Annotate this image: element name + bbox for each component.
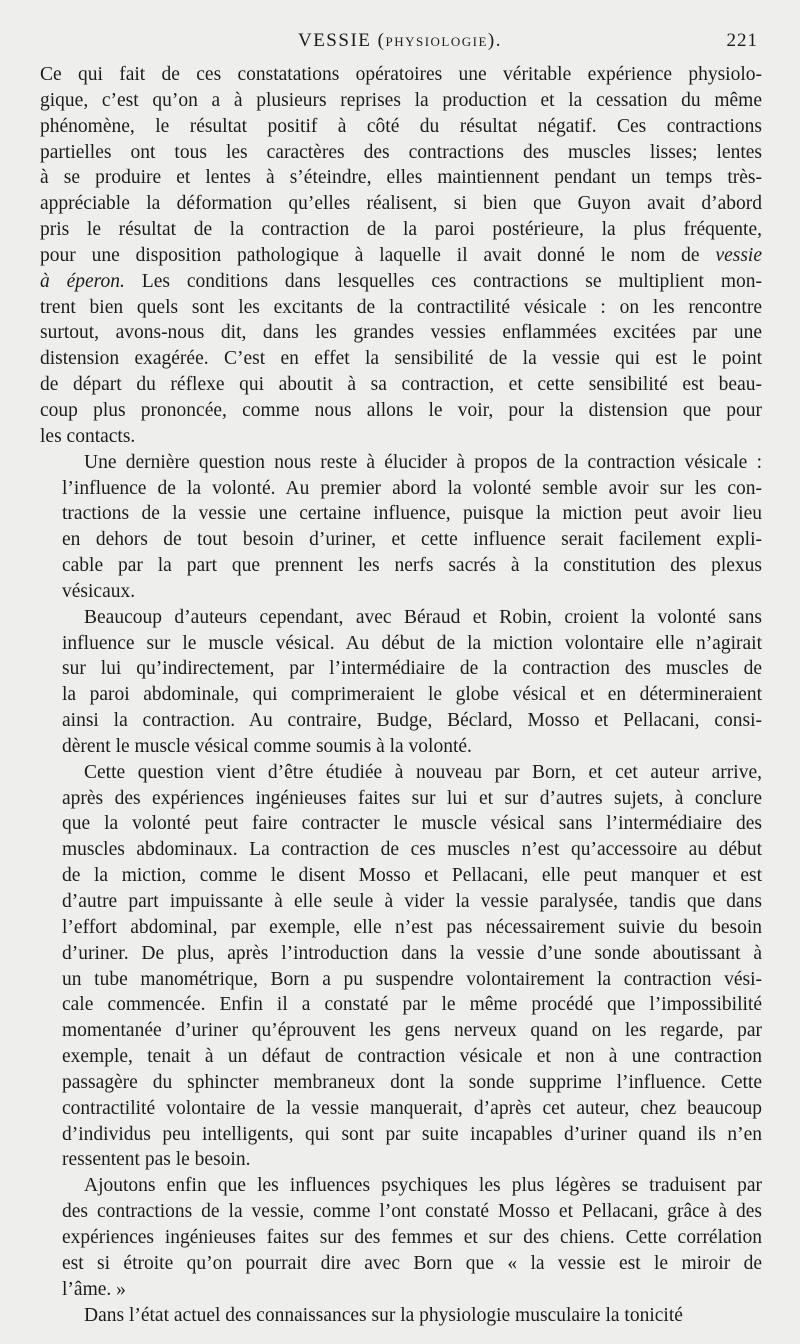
text-line: phénomène, le résultat positif à côté du résultat négatif. Ces contractions (40, 115, 762, 137)
title-subtitle: PHYSIOLOGIE (385, 34, 488, 49)
paragraph (40, 62, 762, 450)
text-line: appréciable la déformation qu’elles réalisent, si bien que Guyon avait d’abord (40, 193, 762, 215)
text-line: de la miction, comme le disent Mosso et Pellacani, elle peut manquer et est (62, 865, 762, 887)
text-line: exemple, tenait à un défaut de contraction vésicale et non à une contraction (62, 1046, 762, 1068)
text-line: est si étroite qu’on pourrait dire avec Born que « la vessie est le miroir de (62, 1252, 762, 1274)
paragraph (40, 1173, 762, 1302)
text-line: vésicaux. (62, 580, 136, 602)
text-line: expériences ingénieuses faites sur des femmes et sur des chiens. Cette corrélation (62, 1226, 762, 1248)
title-main: VESSIE (297, 30, 372, 51)
text-line: Beaucoup d’auteurs cependant, avec Béraud et Robin, croient la volonté sans (84, 606, 762, 628)
italic-term: vessie (715, 244, 762, 266)
text-line: ressentent pas le besoin. (62, 1149, 251, 1171)
paragraph (40, 1303, 762, 1329)
text-line: des contractions de la vessie, comme l’ont constaté Mosso et Pellacani, grâce à des (62, 1201, 762, 1223)
text-line: muscles abdominaux. La contraction de ces muscles n’est qu’accessoire au début (62, 839, 762, 861)
text-line: l’âme. » (62, 1278, 126, 1300)
text-line: trent bien quels sont les excitants de la contractilité vésicale : on les rencontre (40, 296, 762, 318)
text-line: pour une disposition pathologique à laquelle il avait donné le nom de vessie (40, 244, 762, 266)
text-line: sur lui qu’indirectement, par l’intermédiaire de la contraction des muscles de (62, 658, 762, 680)
text-line: ainsi la contraction. Au contraire, Budge, Béclard, Mosso et Pellacani, consi- (62, 710, 762, 732)
text-line: en dehors de tout besoin d’uriner, et cette influence serait facilement expli- (62, 529, 762, 551)
text-line: d’autre part impuissante à elle seule à vider la vessie paralysée, tandis que dans (62, 891, 762, 912)
text-line: contractilité volontaire de la vessie manquerait, d’après cet auteur, chez beaucoup (62, 1097, 762, 1119)
text-line: momentanée d’uriner qu’éprouvent les gens nerveux quand on les regarde, par (62, 1020, 762, 1042)
text-line: Cette question vient d’être étudiée à nouveau par Born, et cet auteur arrive, (84, 761, 762, 783)
italic-term: à éperon. (40, 270, 125, 292)
text-line: dèrent le muscle vésical comme soumis à la volonté. (62, 735, 472, 757)
text-line: de départ du réflexe qui aboutit à sa contraction, et cette sensibilité est beau- (40, 374, 762, 396)
text-line: passagère du sphincter membraneux dont la sonde supprime l’influence. Cette (62, 1071, 762, 1093)
running-header (42, 30, 758, 60)
text-line: Ajoutons enfin que les influences psychiques les plus légères se traduisent par (84, 1175, 762, 1197)
text-line: l’effort abdominal, par exemple, elle n’est pas nécessairement suivie du besoin (62, 916, 762, 938)
text-line: gique, c’est qu’on a à plusieurs reprises la production et la cessation du même (40, 89, 762, 111)
text-line: Ce qui fait de ces constatations opératoires une véritable expérience physiolo- (40, 64, 762, 85)
text-line: un tube manométrique, Born a pu suspendre volontairement la contraction vési- (62, 968, 762, 990)
text-line: à éperon. Les conditions dans lesquelles ces contractions se multiplient mon- (40, 270, 762, 292)
text-line: surtout, avons-nous dit, dans les grandes vessies enflammées excitées par une (40, 322, 762, 344)
text-line: d’uriner. De plus, après l’introduction dans la vessie d’une sonde aboutissant à (62, 942, 762, 964)
text-line: à se produire et lentes à s’éteindre, elles maintiennent pendant un temps très- (40, 167, 762, 189)
text-line: tractions de la vessie une certaine influence, puisque la miction peut avoir lieu (62, 503, 762, 525)
text-line: après des expériences ingénieuses faites sur lui et sur d’autres sujets, à conclure (62, 787, 762, 809)
text-line: l’influence de la volonté. Au premier abord la volonté semble avoir sur les con- (62, 477, 762, 499)
paragraph (40, 605, 762, 760)
text-line: cable par la part que prennent les nerfs sacrés à la constitution des plexus (62, 555, 762, 577)
page-number: 221 (726, 30, 758, 51)
text-line: pris le résultat de la contraction de la paroi postérieure, la plus fréquente, (40, 219, 762, 241)
text-line: partielles ont tous les caractères des contractions des muscles lisses; lentes (40, 141, 762, 163)
title-open-paren: ( (377, 30, 386, 51)
text-line: les contacts. (40, 425, 136, 447)
paragraph (40, 450, 762, 605)
text-line: Une dernière question nous reste à élucider à propos de la contraction vésicale : (84, 451, 762, 473)
text-line: que la volonté peut faire contracter le muscle vésical sans l’intermédiaire des (62, 813, 762, 835)
text-line: Dans l’état actuel des connaissances sur la physiologie musculaire la tonicité (84, 1304, 683, 1326)
body-text (40, 62, 762, 1328)
paragraph (40, 760, 762, 1174)
title-close-paren: ). (487, 30, 502, 51)
running-title (42, 30, 758, 52)
text-line: la paroi abdominale, qui comprimeraient le globe vésical et en détermineraient (62, 684, 762, 706)
text-line: coup plus prononcée, comme nous allons le voir, pour la distension que pour (40, 399, 762, 421)
text-line: cale commencée. Enfin il a constaté par le même procédé que l’impossibilité (62, 994, 762, 1016)
text-line: influence sur le muscle vésical. Au début de la miction volontaire elle n’agirait (62, 632, 762, 654)
text-line: d’individus peu intelligents, qui sont par suite incapables d’uriner quand ils n’en (62, 1123, 762, 1145)
text-line: distension exagérée. C’est en effet la sensibilité de la vessie qui est le point (40, 348, 762, 370)
